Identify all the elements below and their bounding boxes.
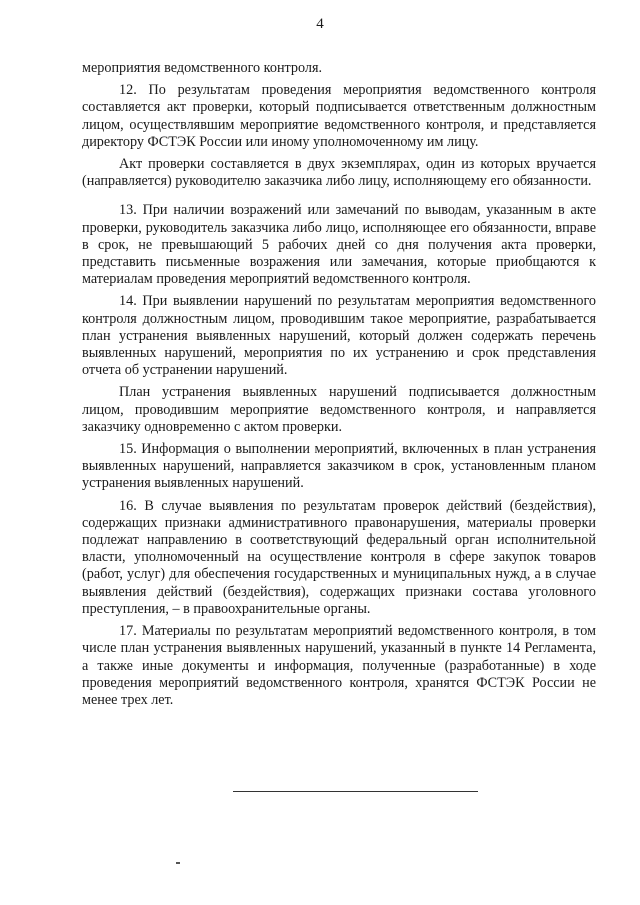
- paragraph-12: 12. По результатам проведения мероприятия ведомственного контроля составляется акт проверки, который подписывается ответственным должностным лицом, осуществлявшим мероприятие ведомственного контроля, и представляется директору ФСТЭК России или иному уполномоченному им лицу.: [82, 82, 596, 150]
- paragraph-15: 15. Информация о выполнении мероприятий, включенных в план устранения выявленных нарушений, направляется заказчиком в срок, установленным планом устранения выявленных нарушений.: [82, 441, 596, 492]
- paragraph-17: 17. Материалы по результатам мероприятий ведомственного контроля, в том числе план устранения выявленных нарушений, указанный в пункте 14 Регламента, а также иные документы и информация, полученные (разработанные) в ходе проведения мероприятий ведомственного контроля, хранятся ФСТЭК России не менее трех лет.: [82, 623, 596, 708]
- page-number: 4: [316, 16, 324, 32]
- scan-mark: [176, 862, 180, 864]
- closing-divider-line: [233, 791, 478, 792]
- paragraph-continuation: мероприятия ведомственного контроля.: [82, 60, 323, 76]
- paragraph-14: 14. При выявлении нарушений по результатам мероприятия ведомственного контроля должностным лицом, проводившим такое мероприятие, разрабатывается план устранения выявленных нарушений, который должен содержать перечень выявленных нарушений, мероприятия по их устранению и срок представления отчета об устранении нарушений.: [82, 293, 596, 379]
- paragraph-remediation-plan: План устранения выявленных нарушений подписывается должностным лицом, проводившим мероприятие ведомственного контроля, и направляется заказчику одновременно с актом проверки.: [82, 384, 596, 435]
- paragraph-16: 16. В случае выявления по результатам проверок действий (бездействия), содержащих признаки административного правонарушения, материалы проверки подлежат направлению в соответствующий федеральный орган исполнительной власти, уполномоченный на осуществление контроля в сфере закупок товаров (работ, услуг) для обеспечения государственных и муниципальных нужд, а в случае выявления действий (бездействия), содержащих признаки состава уголовного преступления, – в правоохранительные органы.: [82, 497, 596, 617]
- paragraph-13: 13. При наличии возражений или замечаний по выводам, указанным в акте проверки, руководитель заказчика либо лицо, исполняющее его обязанности, вправе в срок, не превышающий 5 рабочих дней со дня получения акта проверки, представить письменные возражения или замечания, которые приобщаются к материалам проведения мероприятий ведомственного контроля.: [82, 202, 596, 288]
- document-body: [82, 60, 596, 714]
- paragraph-act-copies: Акт проверки составляется в двух экземплярах, один из которых вручается (направляется) руководителю заказчика либо лицу, исполняющему его обязанности.: [82, 156, 596, 190]
